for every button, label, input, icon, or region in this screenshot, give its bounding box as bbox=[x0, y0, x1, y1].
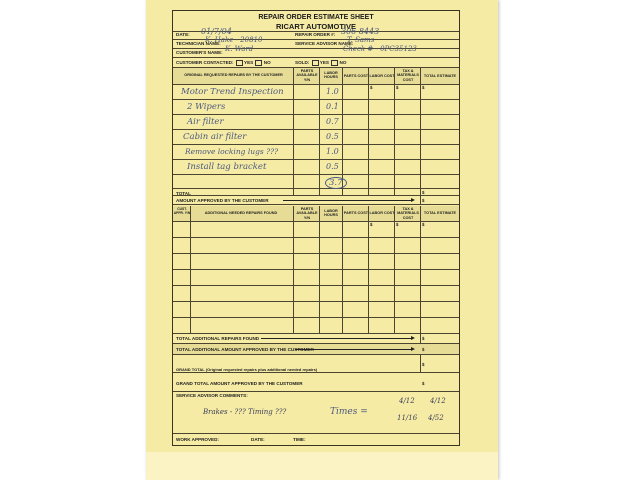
grand-total-approved-label: GRAND TOTAL AMOUNT APPROVED BY THE CUSTOMER bbox=[176, 381, 303, 386]
dollar-sign: $ bbox=[370, 85, 373, 90]
repair-item: 2 Wipers bbox=[187, 102, 226, 112]
sold-no-label: NO bbox=[339, 60, 347, 66]
arrow-head bbox=[411, 347, 415, 351]
t1-header-repairs: ORIGINAL REQUESTED REPAIRS BY THE CUSTOMER bbox=[184, 73, 283, 77]
technician-label: TECHNICIAN NAME: bbox=[176, 41, 221, 46]
dollar-sign: $ bbox=[422, 85, 425, 90]
col-line bbox=[319, 68, 320, 195]
row-line bbox=[173, 174, 459, 175]
repair-item: Cabin air filter bbox=[183, 132, 247, 142]
row-line bbox=[173, 253, 459, 254]
contacted-yes-label: YES bbox=[244, 60, 254, 66]
time-entry: 4/12 bbox=[399, 397, 415, 405]
row-line bbox=[173, 301, 459, 302]
grand-total-label: GRAND TOTAL (Original requested repairs plus additional needed repairs) bbox=[176, 367, 318, 372]
t2-header-cust-appr: CUST. APPR. Y/N bbox=[173, 207, 191, 215]
sold-label: SOLD: bbox=[295, 60, 310, 66]
t2-header-additional-repairs: ADDITIONAL NEEDED REPAIRS FOUND bbox=[204, 211, 278, 215]
t2-header-parts-available: PARTS AVAILABLE Y/N bbox=[296, 207, 318, 220]
dollar-sign: $ bbox=[422, 381, 425, 386]
labor-hours-value: 1.0 bbox=[326, 147, 339, 156]
row-line bbox=[173, 144, 459, 145]
form-title: REPAIR ORDER ESTIMATE SHEET bbox=[258, 14, 374, 21]
repair-item: Install tag bracket bbox=[187, 162, 267, 172]
divider bbox=[173, 221, 459, 222]
time-entry: 11/16 bbox=[397, 414, 418, 422]
total-hours-value: 3.7 bbox=[325, 177, 347, 189]
contacted-no-label: NO bbox=[263, 60, 271, 66]
date-label: DATE: bbox=[176, 32, 190, 37]
labor-hours-value: 0.5 bbox=[326, 132, 339, 141]
comments-handwriting: Brakes - ??? Timing ??? bbox=[203, 408, 287, 416]
customer-label: CUSTOMER'S NAME: bbox=[176, 50, 223, 55]
row-line bbox=[173, 269, 459, 270]
customer-contacted-label: CUSTOMER CONTACTED: bbox=[176, 60, 234, 66]
repair-order-value: 306 8443 bbox=[341, 27, 380, 36]
labor-hours-value: 0.7 bbox=[326, 117, 339, 126]
col-line bbox=[368, 68, 369, 195]
col-line bbox=[342, 68, 343, 195]
row-line bbox=[173, 159, 459, 160]
divider bbox=[173, 57, 459, 58]
repair-order-label: REPAIR ORDER #: bbox=[295, 32, 336, 37]
times-label: Times = bbox=[330, 407, 368, 417]
date-value: 01/7/04 bbox=[201, 27, 232, 36]
time-entry: 4/12 bbox=[430, 397, 446, 405]
row-line bbox=[173, 237, 459, 238]
divider bbox=[173, 84, 459, 85]
sold-row bbox=[295, 60, 346, 66]
repair-order-form bbox=[172, 10, 460, 446]
comments-label: SERVICE ADVISOR COMMENTS: bbox=[176, 393, 248, 398]
t2-header-total-estimate: TOTAL ESTIMATE bbox=[423, 211, 457, 215]
t1-header-tax-materials: TAX & MATERIALS COST bbox=[397, 69, 419, 82]
approval-time-label: TIME: bbox=[293, 437, 306, 442]
total-label: TOTAL bbox=[176, 191, 191, 196]
dollar-sign: $ bbox=[422, 198, 425, 203]
service-advisor-value: T. Sams bbox=[347, 36, 375, 44]
check-number: Check # - 0PC35123 bbox=[343, 45, 417, 53]
t1-header-labor-cost: LABOR COST bbox=[369, 74, 395, 78]
col-line bbox=[420, 68, 421, 204]
dollar-sign: $ bbox=[422, 336, 425, 341]
repair-item: Motor Trend Inspection bbox=[181, 87, 284, 97]
dollar-sign: $ bbox=[422, 190, 425, 195]
divider bbox=[173, 204, 459, 205]
time-entry: 4/52 bbox=[428, 414, 444, 422]
service-advisor-label: SERVICE ADVISOR NAME: bbox=[295, 41, 354, 46]
t1-header-parts-available: PARTS AVAILABLE Y/N bbox=[296, 69, 318, 82]
approval-date-label: DATE: bbox=[251, 437, 265, 442]
sold-yes-checkbox[interactable] bbox=[312, 60, 319, 66]
arrow-line bbox=[261, 338, 411, 339]
t1-header-total-estimate: TOTAL ESTIMATE bbox=[423, 74, 457, 78]
t1-header-parts-cost: PARTS COST bbox=[343, 74, 369, 78]
arrow-head bbox=[411, 198, 415, 202]
contacted-yes-checkbox[interactable] bbox=[236, 60, 243, 66]
row-line bbox=[173, 333, 459, 334]
col-line bbox=[293, 68, 294, 195]
col-line bbox=[394, 68, 395, 195]
total-additional-approved-label: TOTAL ADDITIONAL AMOUNT APPROVED BY THE CUSTOMER bbox=[176, 347, 314, 352]
work-approved-label: WORK APPROVED: bbox=[176, 437, 219, 442]
dollar-sign: $ bbox=[422, 347, 425, 352]
divider bbox=[173, 354, 459, 355]
dollar-sign: $ bbox=[396, 222, 399, 227]
row-line bbox=[173, 99, 459, 100]
row-line bbox=[173, 188, 459, 189]
dollar-sign: $ bbox=[370, 222, 373, 227]
divider bbox=[173, 391, 459, 392]
sold-no-checkbox[interactable] bbox=[331, 60, 338, 66]
arrow-line bbox=[283, 200, 411, 201]
row-line bbox=[173, 129, 459, 130]
t1-header-labor-hours: LABOR HOURS bbox=[324, 71, 338, 80]
row-line bbox=[173, 114, 459, 115]
row-line bbox=[173, 317, 459, 318]
total-additional-found-label: TOTAL ADDITIONAL REPAIRS FOUND bbox=[176, 336, 260, 341]
arrow-line bbox=[295, 349, 411, 350]
dollar-sign: $ bbox=[396, 85, 399, 90]
row-line bbox=[173, 285, 459, 286]
labor-hours-value: 0.5 bbox=[326, 162, 339, 171]
technician-value: K. Hake - 20810 bbox=[205, 36, 263, 44]
divider bbox=[173, 433, 459, 434]
t2-header-labor-hours: LABOR HOURS bbox=[324, 209, 338, 218]
labor-hours-value: 0.1 bbox=[326, 102, 339, 111]
dollar-sign: $ bbox=[422, 362, 425, 367]
contacted-no-checkbox[interactable] bbox=[255, 60, 262, 66]
repair-item: Remove locking lugs ??? bbox=[185, 147, 279, 156]
divider bbox=[173, 372, 459, 373]
sold-yes-label: YES bbox=[319, 60, 329, 66]
paper-bottom-edge bbox=[146, 452, 498, 480]
dollar-sign: $ bbox=[422, 222, 425, 227]
t2-header-labor-cost: LABOR COST bbox=[369, 211, 395, 215]
divider bbox=[173, 195, 459, 196]
arrow-head bbox=[411, 336, 415, 340]
customer-contacted-row bbox=[176, 60, 271, 66]
t2-header-tax-materials: TAX & MATERIALS COST bbox=[397, 207, 419, 220]
t2-header-parts-cost: PARTS COST bbox=[343, 211, 369, 215]
amount-approved-label: AMOUNT APPROVED BY THE CUSTOMER bbox=[176, 198, 269, 203]
labor-hours-value: 1.0 bbox=[326, 87, 339, 96]
customer-value: K. Ward bbox=[225, 45, 254, 53]
repair-item: Air filter bbox=[187, 117, 224, 127]
company-name: RICART AUTOMOTIVE bbox=[276, 22, 356, 31]
